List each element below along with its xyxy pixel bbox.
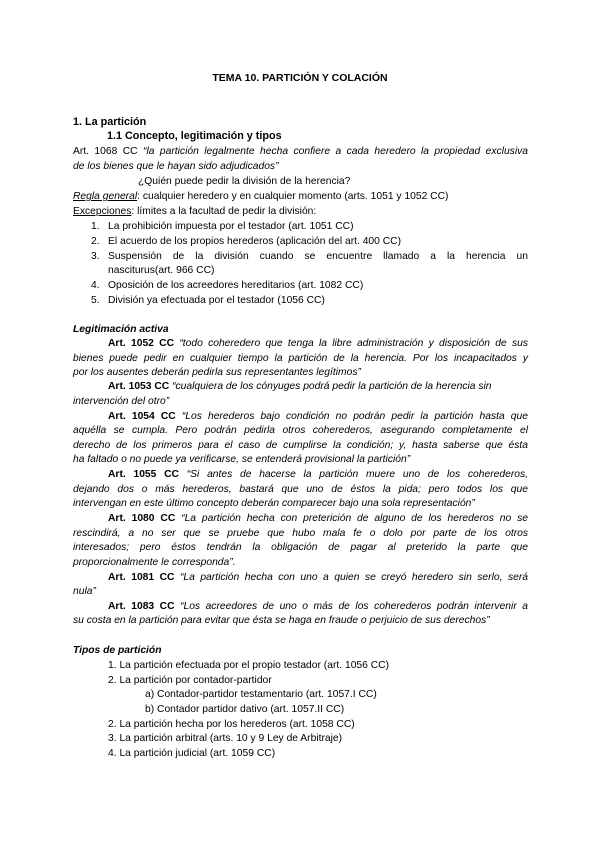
exception-text-cont: nasciturus(art. 966 CC): [108, 265, 215, 276]
tipo-item: 2. La partición por contador-partidor: [108, 675, 272, 686]
exception-text: El acuerdo de los propios herederos (aplicación del art. 400 CC): [108, 236, 402, 247]
art-1080-line3: interesados; pero éstos tendrán la obligación de pagar al preterido la parte que: [73, 542, 528, 553]
tipo-item: 1. La partición efectuada por el propio testador (art. 1056 CC): [108, 660, 390, 671]
art-1081-line2: nula”: [73, 586, 96, 597]
art-1080-line4: proporcionalmente le corresponda”.: [73, 557, 236, 568]
subsection-heading: 1.1 Concepto, legitimación y tipos: [107, 130, 282, 142]
exception-num: 1.: [91, 221, 100, 232]
art-1054-line1: Art. 1054 CC “Los herederos bajo condición no podrán pedir la partición hasta que: [108, 411, 528, 422]
art-1068-line2: de los bienes que le hayan sido adjudicados”: [73, 161, 279, 172]
exception-num: 4.: [91, 280, 100, 291]
art-1052-line2: bienes puede pedir en cualquier tiempo la partición de la herencia. Por los incapacitados y: [73, 353, 528, 364]
art-1055-line3: intervengan en este último concepto deberán comparecer bajo una sola representación”: [73, 498, 475, 509]
excep-label: Excepciones: [73, 206, 132, 217]
tipo-subitem: b) Contador partidor dativo (art. 1057.II CC): [145, 704, 345, 715]
exception-text: La prohibición impuesta por el testador (art. 1051 CC): [108, 221, 354, 232]
section-heading: 1. La partición: [73, 116, 147, 128]
art-1068-text: “la partición legalmente hecha confiere a cada heredero la propiedad exclusiva: [143, 146, 528, 157]
art-1053-line2: intervención del otro”: [73, 396, 170, 407]
excep-text: : límites a la facultad de pedir la división:: [131, 206, 317, 217]
exception-text: Oposición de los acreedores hereditarios (art. 1082 CC): [108, 280, 364, 291]
exception-text: División ya efectuada por el testador (1056 CC): [108, 295, 325, 306]
tipos-heading: Tipos de partición: [73, 645, 162, 656]
art-1055-line2: dejando dos o más herederos, bastará que uno de éstos la pida; pero todos los que: [73, 484, 528, 495]
regla-label: Regla general: [73, 191, 138, 202]
art-1054-line3: derecho de los primeros para el caso de cumplirse la condición; y, hasta saberse que ésta: [73, 440, 528, 451]
art-1083-line1: Art. 1083 CC “Los acreedores de uno o más de los coherederos podrán intervenir a: [108, 601, 528, 612]
art-1068-line1: [73, 145, 528, 158]
tipo-item: 4. La partición judicial (art. 1059 CC): [108, 748, 276, 759]
exception-num: 5.: [91, 295, 100, 306]
art-1052-line3: por los ausentes deberán pedirla sus representantes legítimos”: [73, 367, 361, 378]
regla-general: [73, 190, 449, 203]
art-1053-line1: Art. 1053 CC “cualquiera de los cónyuges podrá pedir la partición de la herencia sin: [108, 381, 492, 392]
regla-text: : cualquier heredero y en cualquier momento (arts. 1051 y 1052 CC): [137, 191, 449, 202]
tipo-subitem: a) Contador-partidor testamentario (art. 1057.I CC): [145, 689, 377, 700]
art-1080-line2: rescindirá, a no ser que se pruebe que hubo mala fe o dolo por parte de los otros: [73, 528, 528, 539]
art-1068-ref: Art. 1068 CC: [73, 146, 138, 157]
legitimacion-heading: Legitimación activa: [73, 324, 169, 335]
art-1054-line2: aquélla se cumpla. Pero podrán pedirla otros coherederos, asegurando completamente el: [73, 425, 528, 436]
art-1080-line1: Art. 1080 CC “La partición hecha con preterición de alguno de los herederos no se: [108, 513, 528, 524]
art-1055-line1: Art. 1055 CC “Si antes de hacerse la partición muere uno de los coherederos,: [108, 469, 528, 480]
excepciones: [73, 205, 316, 218]
exception-num: 3.: [91, 251, 100, 262]
question: ¿Quién puede pedir la división de la herencia?: [138, 176, 351, 187]
page-title: TEMA 10. PARTICIÓN Y COLACIÓN: [212, 72, 388, 84]
art-1054-line4: ha faltado o no puede ya verificarse, se entenderá provisional la partición”: [73, 454, 411, 465]
tipo-item: 3. La partición arbitral (arts. 10 y 9 Ley de Arbitraje): [108, 733, 343, 744]
exception-text: Suspensión de la división cuando se encuentre llamado a la herencia un: [108, 251, 528, 262]
art-1081-line1: Art. 1081 CC “La partición hecha con uno a quien se creyó heredero sin serlo, será: [108, 572, 528, 583]
art-1052-line1: Art. 1052 CC “todo coheredero que tenga la libre administración y disposición de sus: [108, 338, 528, 349]
exception-num: 2.: [91, 236, 100, 247]
art-1083-line2: su costa en la partición para evitar que ésta se haga en fraude o perjuicio de sus derechos”: [73, 615, 490, 626]
tipo-item: 2. La partición hecha por los herederos (art. 1058 CC): [108, 719, 355, 730]
